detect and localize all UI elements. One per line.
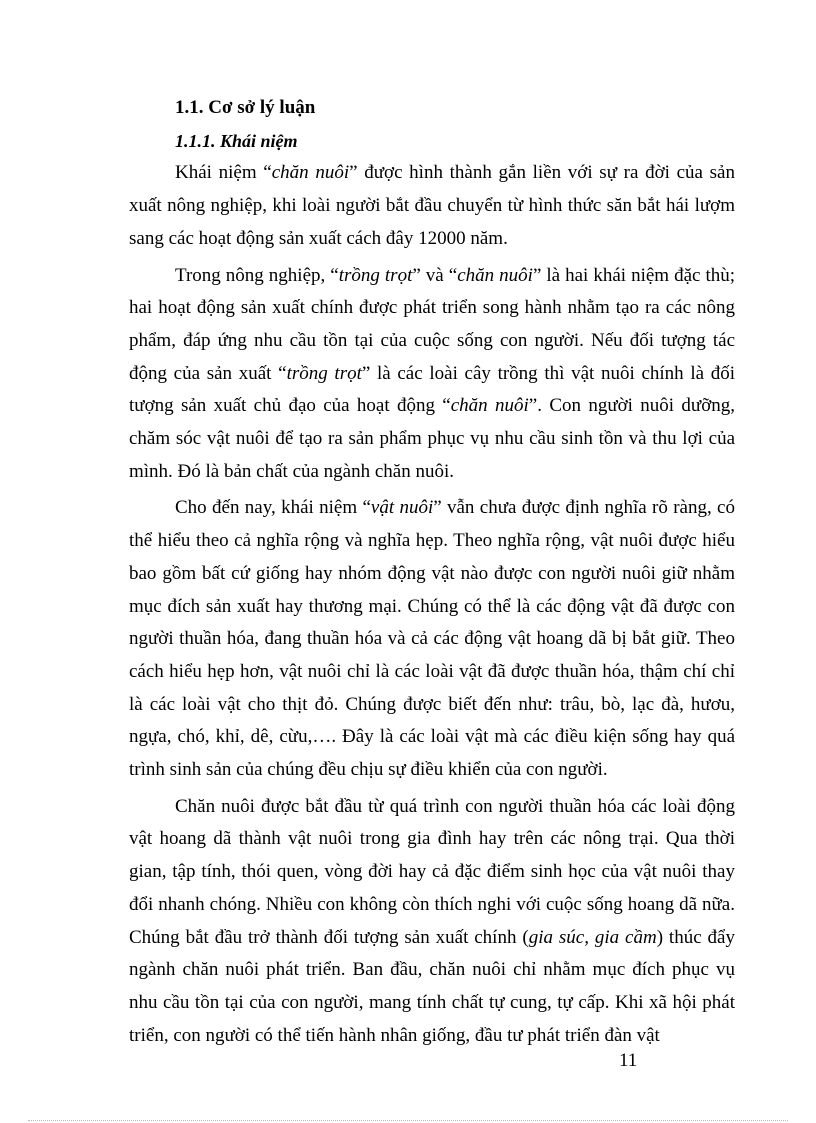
paragraph-text: ) thúc đẩy ngành chăn nuôi phát triển. Ban đầu, chăn nuôi chỉ nhằm mục đích phục vụ nhu cầu tồn tại của con người, mang tính chất tự cung, tự cấp. Khi xã hội phát triển, con người có thể tiến hành nhân giống, đầu tư phát triển đàn vật [129, 926, 735, 1046]
page-bottom-rule [28, 1120, 788, 1121]
paragraph-text: Khái niệm “ [175, 162, 272, 184]
italic-term: chăn nuôi [457, 264, 533, 286]
subsection-heading: 1.1.1. Khái niệm [175, 130, 298, 151]
italic-term: trồng trọt [338, 264, 413, 286]
body-paragraph [129, 260, 735, 489]
paragraph-text: Chăn nuôi được bắt đầu từ quá trình con người thuần hóa các loài động vật hoang dã thành vật nuôi trong gia đình hay trên các nông trại. Qua thời gian, tập tính, thói quen, vòng đời hay cả đặc điểm sinh học của vật nuôi thay đổi nhanh chóng. Nhiều con không còn thích nghi với cuộc sống hoang dã nữa. Chúng bắt đầu trở thành đối tượng sản xuất chính ( [129, 795, 735, 948]
italic-term: chăn nuôi [271, 162, 350, 184]
page-number: 11 [619, 1050, 638, 1071]
paragraph-text: ” được hình thành gắn liền với sự ra đời của sản xuất nông nghiệp, khi loài người bắt đầu chuyển từ hình thức săn bắt hái lượm sang các hoạt động sản xuất cách đây 12000 năm. [129, 162, 735, 249]
body-paragraphs [129, 157, 735, 1052]
italic-term: gia súc, gia cầm [528, 926, 657, 948]
italic-term: chăn nuôi [450, 395, 529, 417]
body-paragraph [129, 492, 735, 786]
paragraph-text: ” là hai khái niệm đặc thù; hai hoạt động sản xuất chính được phát triển song hành nhằm tạo ra các nông phẩm, đáp ứng nhu cầu tồn tại của cuộc sống con người. Nếu đối tượng tác động của sản xuất “ [129, 264, 736, 384]
paragraph-text: ” và “ [412, 264, 458, 286]
page-content [129, 92, 735, 1052]
italic-term: trồng trọt [286, 362, 362, 384]
paragraph-text: ”. Con người nuôi dưỡng, chăm sóc vật nuôi để tạo ra sản phẩm phục vụ nhu cầu sinh tồn và thu lợi của mình. Đó là bản chất của ngành chăn nuôi. [129, 395, 735, 482]
body-paragraph [129, 791, 735, 1053]
paragraph-text: Cho đến nay, khái niệm “ [175, 497, 371, 519]
body-paragraph [129, 157, 735, 255]
paragraph-text: ” là các loài cây trồng thì vật nuôi chính là đối tượng sản xuất chủ đạo của hoạt động “ [129, 362, 735, 417]
italic-term: vật nuôi [370, 497, 434, 519]
section-heading: 1.1. Cơ sở lý luận [175, 97, 316, 118]
paragraph-text: Trong nông nghiệp, “ [175, 264, 339, 286]
paragraph-text: ” vẫn chưa được định nghĩa rõ ràng, có thể hiểu theo cả nghĩa rộng và nghĩa hẹp. Theo nghĩa rộng, vật nuôi được hiểu bao gồm bất cứ giống hay nhóm động vật nào được con người nuôi giữ nhằm mục đích sản xuất hay thương mại. Chúng có thể là các động vật đã được con người thuần hóa, đang thuần hóa và cả các động vật hoang dã bị bắt giữ. Theo cách hiểu hẹp hơn, vật nuôi chỉ là các loài vật đã được thuần hóa, thậm chí chỉ là các loài vật cho thịt đỏ. Chúng được biết đến như: trâu, bò, lạc đà, hươu, ngựa, chó, khỉ, dê, cừu,…. Đây là các loài vật mà các điều kiện sống hay quá trình sinh sản của chúng đều chịu sự điều khiển của con người. [129, 497, 735, 781]
